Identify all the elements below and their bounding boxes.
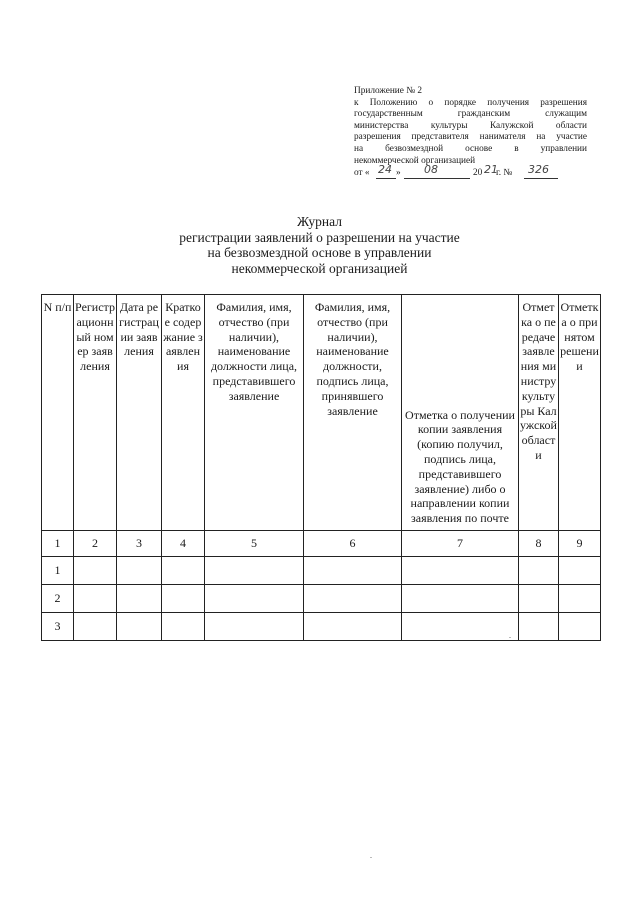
appendix-line: некоммерческой организацией [354, 155, 476, 166]
number-underline [524, 178, 558, 179]
header-registration-number: Регистрационный номер заявления [74, 295, 117, 531]
column-number: 7 [402, 531, 519, 557]
header-receiver: Фамилия, имя, отчество (при наличии), наименование должности, подпись лица, принявшего заявление [304, 295, 402, 531]
empty-cell [559, 557, 601, 585]
appendix-block [354, 86, 587, 182]
title-line: некоммерческой организацией [231, 260, 408, 276]
column-number-row [42, 531, 601, 557]
empty-cell [519, 613, 559, 641]
table-row [42, 613, 601, 641]
appendix-title: Приложение № 2 [354, 86, 423, 96]
handwritten-year: 21 [484, 163, 498, 177]
month-underline [404, 178, 470, 179]
row-number: 3 [42, 613, 74, 641]
empty-cell [74, 613, 117, 641]
handwritten-number: 326 [528, 163, 549, 177]
header-summary: Краткое содержание заявления [162, 295, 205, 531]
header-decision-mark: Отметка о принятом решении [559, 295, 601, 531]
scan-speck [509, 637, 511, 638]
appendix-line: государственным гражданским служащим [354, 109, 587, 120]
year-prefix: 20 [473, 168, 483, 179]
empty-cell [304, 613, 402, 641]
appendix-line: разрешения представителя нанимателя на участие [354, 132, 587, 143]
column-number: 5 [205, 531, 304, 557]
empty-cell [162, 613, 205, 641]
empty-cell [205, 585, 304, 613]
column-number: 1 [42, 531, 74, 557]
handwritten-day: 24 [378, 163, 392, 177]
table-row [42, 585, 601, 613]
empty-cell [74, 585, 117, 613]
empty-cell [304, 557, 402, 585]
empty-cell [559, 613, 601, 641]
header-number: N п/п [42, 295, 74, 531]
row-number: 2 [42, 585, 74, 613]
title-line: на безвозмездной основе в управлении [207, 245, 432, 261]
title-line: Журнал [296, 214, 342, 229]
date-prefix: от « [354, 168, 370, 179]
title-line: регистрации заявлений о разрешении на участие [179, 229, 460, 245]
scan-speck [370, 857, 372, 858]
header-row [42, 295, 601, 531]
journal-table [41, 294, 601, 641]
column-number: 3 [117, 531, 162, 557]
empty-cell [117, 613, 162, 641]
column-number: 4 [162, 531, 205, 557]
empty-cell [519, 585, 559, 613]
row-number: 1 [42, 557, 74, 585]
empty-cell [205, 613, 304, 641]
empty-cell [402, 585, 519, 613]
empty-cell [519, 557, 559, 585]
empty-cell [402, 613, 519, 641]
empty-cell [162, 585, 205, 613]
document-date-line [354, 163, 587, 182]
empty-cell [162, 557, 205, 585]
empty-cell [117, 585, 162, 613]
column-number: 9 [559, 531, 601, 557]
empty-cell [74, 557, 117, 585]
table-row [42, 557, 601, 585]
header-copy-mark: Отметка о получении копии заявления (копию получил, подпись лица, представившего заявление) либо о направлении копии заявления по почте [402, 295, 519, 531]
empty-cell [205, 557, 304, 585]
day-underline [376, 178, 396, 179]
empty-cell [559, 585, 601, 613]
empty-cell [402, 557, 519, 585]
column-number: 2 [74, 531, 117, 557]
document-title [0, 214, 639, 276]
empty-cell [117, 557, 162, 585]
header-transfer-mark: Отметка о передаче заявления министру культуры Калужской области [519, 295, 559, 531]
column-number: 8 [519, 531, 559, 557]
appendix-line: к Положению о порядке получения разрешения [354, 97, 587, 108]
year-suffix: г. № [496, 168, 513, 179]
empty-cell [304, 585, 402, 613]
date-mid: » [396, 168, 401, 179]
appendix-line: на безвозмездной основе в управлении [354, 143, 587, 154]
handwritten-month: 08 [424, 163, 438, 177]
header-submitter: Фамилия, имя, отчество (при наличии), наименование должности лица, представившего заявление [205, 295, 304, 531]
appendix-line: министерства культуры Калужской области [354, 120, 587, 131]
header-registration-date: Дата регистрации заявления [117, 295, 162, 531]
column-number: 6 [304, 531, 402, 557]
